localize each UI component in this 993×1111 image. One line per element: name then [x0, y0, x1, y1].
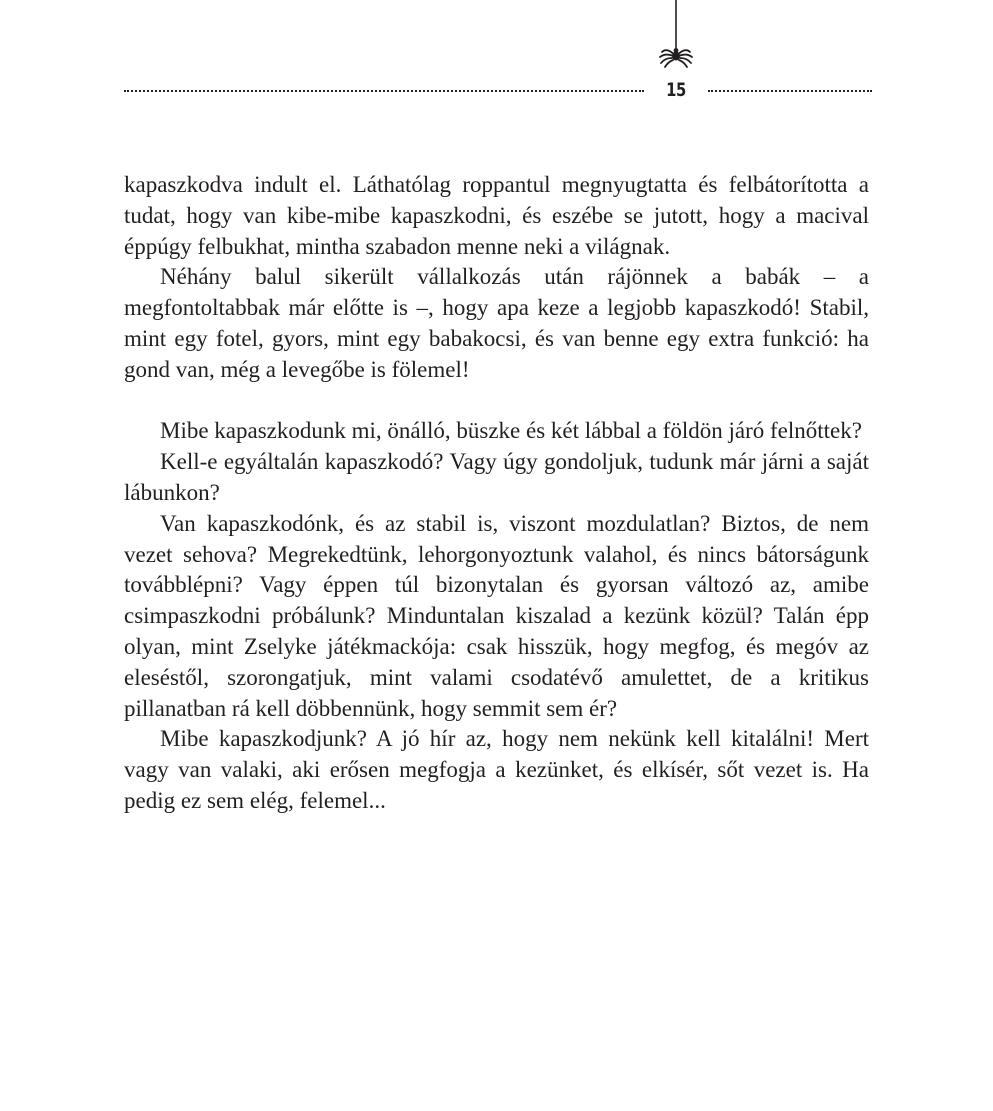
paragraph: Néhány balul sikerült vállalkozás után rájönnek a babák – a megfontoltabbak már előtte is –, hogy apa keze a legjobb kapaszkodó! Stabil, mint egy fotel, gyors, mint egy babakocsi, és van benne egy extra funkció: ha gond van, még a levegőbe is fölemel! — [124, 264, 869, 382]
page-number: 15 — [666, 79, 686, 101]
body-text — [124, 170, 869, 817]
paragraph: Van kapaszkodónk, és az stabil is, viszont mozdulatlan? Biztos, de nem vezet sehova? Megrekedtünk, lehorgonyoztunk valahol, és nincs bátorságunk továbblépni? Vagy éppen túl bizonytalan és gyorsan változó az, amibe csimpaszkodni próbálunk? Minduntalan kiszalad a kezünk közül? Talán épp olyan, mint Zselyke játékmackója: csak hisszük, hogy megfog, és megóv az eleséstől, szorongatjuk, mint valami csodatévő amulettet, de a kritikus pillanatban rá kell döbbennünk, hogy semmit sem ér? — [124, 510, 869, 721]
paragraph: Mibe kapaszkodjunk? A jó hír az, hogy nem nekünk kell kitalálni! Mert vagy van valaki, aki erősen megfogja a kezünket, és elkísér, sőt vezet is. Ha pedig ez sem elég, felemel... — [124, 726, 869, 813]
paragraph: kapaszkodva indult el. Láthatólag roppantul megnyugtatta és felbátorította a tudat, hogy van kibe-mibe kapaszkodni, és eszébe se jutott, hogy a macival éppúgy felbukhat, mintha szabadon menne neki a világnak. — [124, 172, 869, 259]
header-dotted-rule-left — [124, 90, 644, 92]
paragraph: Kell-e egyáltalán kapaszkodó? Vagy úgy gondoljuk, tudunk már járni a saját lábunkon? — [124, 449, 869, 505]
hanging-spider-icon — [656, 0, 696, 70]
paragraph: Mibe kapaszkodunk mi, önálló, büszke és két lábbal a földön járó felnőttek? — [160, 418, 862, 444]
header-dotted-rule-right — [708, 90, 872, 92]
